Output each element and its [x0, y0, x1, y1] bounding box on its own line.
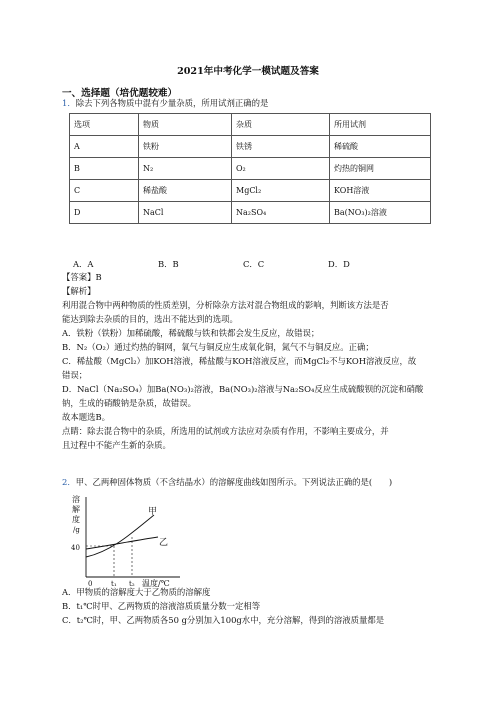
- table-cell: 灼热的铜网: [330, 158, 431, 180]
- analysis-line: C．稀盐酸（MgCl₂）加KOH溶液，稀盐酸与KOH溶液反应，而MgCl₂不与KOH溶液反应，故: [62, 356, 417, 366]
- section-heading: 一、选择题（培优题较难）: [62, 88, 178, 99]
- table-cell: Ba(NO₃)₂溶液: [330, 202, 431, 224]
- question-2-number: 2．: [62, 477, 76, 487]
- table-cell: 铁锈: [232, 136, 330, 158]
- y-unit: /g: [73, 526, 80, 534]
- table-row: [70, 136, 431, 158]
- analysis-line: A．铁粉（铁粉）加稀硫酸，稀硫酸与铁和铁都会发生反应，故错误；: [62, 328, 320, 338]
- choice-a[interactable]: A．A: [73, 259, 94, 269]
- table-row: [70, 202, 431, 224]
- table-cell: 稀硫酸: [330, 136, 431, 158]
- solubility-chart: [62, 493, 202, 587]
- question-1-text: 除去下列各物质中混有少量杂质，所用试剂正确的是: [75, 98, 269, 108]
- table-cell: N₂: [139, 158, 232, 180]
- table-header-row: [70, 114, 431, 136]
- table-cell: 稀盐酸: [139, 180, 232, 202]
- x-origin: 0: [88, 580, 93, 587]
- analysis-label: 【解析】: [62, 286, 96, 296]
- question-2-text: 甲、乙两种固体物质（不含结晶水）的溶解度曲线如图所示。下列说法正确的是( ): [75, 477, 393, 487]
- curve-yi: [86, 537, 158, 549]
- page-title: 2021年中考化学一模试题及答案: [177, 66, 319, 77]
- q2-option-b: B．t₁℃时甲、乙两物质的溶液溶质质量分数一定相等: [62, 601, 261, 611]
- analysis-line: 点睛：除去混合物中的杂质，所选用的试剂或方法应对杂质有作用，不影响主要成分，并: [62, 426, 389, 436]
- series-label-yi: 乙: [159, 538, 169, 548]
- table-cell: NaCl: [139, 202, 232, 224]
- series-label-jia: 甲: [148, 507, 158, 517]
- y-label-1: 溶: [72, 495, 80, 504]
- analysis-line: 错误；: [62, 370, 88, 380]
- question-2-stem: [62, 476, 392, 489]
- y-label-2: 解: [72, 505, 80, 514]
- table-row: [70, 158, 431, 180]
- table-cell: C: [70, 180, 139, 202]
- analysis-line: 钠，生成的硝酸钠是杂质，故错误。: [62, 398, 196, 408]
- question-1-stem: [62, 97, 268, 110]
- curve-jia: [86, 515, 154, 557]
- x-label: 温度/℃: [142, 579, 170, 587]
- table-cell: KOH溶液: [330, 180, 431, 202]
- analysis-line: D．NaCl（Na₂SO₄）加Ba(NO₃)₂溶液，Ba(NO₃)₂溶液与Na₂SO₄反应生成硫酸钡的沉淀和硝酸: [62, 384, 424, 394]
- choice-d[interactable]: D．D: [328, 259, 350, 269]
- analysis-line: 且过程中不能产生新的杂质。: [62, 440, 171, 450]
- choice-b[interactable]: B．B: [158, 259, 179, 269]
- question-1-table: [69, 113, 431, 224]
- table-cell: B: [70, 158, 139, 180]
- analysis-line: 利用混合物中两种物质的性质差别，分析除杂方法对混合物组成的影响，判断该方法是否: [62, 300, 389, 310]
- table-header-cell: 选项: [70, 114, 139, 136]
- table-header-cell: 所用试剂: [330, 114, 431, 136]
- table-cell: 铁粉: [139, 136, 232, 158]
- analysis-line: 能达到除去杂质的目的，选出不能达到的选项。: [62, 314, 238, 324]
- analysis-line: 故本题选B。: [62, 412, 111, 422]
- table-cell: D: [70, 202, 139, 224]
- table-header-cell: 物质: [139, 114, 232, 136]
- table-cell: MgCl₂: [232, 180, 330, 202]
- question-1-choices: [73, 258, 413, 270]
- table-cell: A: [70, 136, 139, 158]
- analysis-line: B．N₂（O₂）通过灼热的铜网，氧气与铜反应生成氧化铜，氮气不与铜反应。正确；: [62, 342, 374, 352]
- table-cell: O₂: [232, 158, 330, 180]
- choice-c[interactable]: C．C: [243, 259, 265, 269]
- q2-option-a: A．甲物质的溶解度大于乙物质的溶解度: [62, 587, 211, 597]
- answer-label: 【答案】B: [62, 272, 102, 282]
- q2-option-c: C．t₂℃时，甲、乙两物质各50 g分别加入100g水中，充分溶解，得到的溶液质量都是: [62, 615, 385, 625]
- x-tick-t2: t₂: [129, 580, 135, 587]
- table-row: [70, 180, 431, 202]
- table-cell: Na₂SO₄: [232, 202, 330, 224]
- x-tick-t1: t₁: [111, 580, 117, 587]
- table-header-cell: 杂质: [232, 114, 330, 136]
- question-1-number: 1．: [62, 98, 76, 108]
- y-label-3: 度: [72, 515, 80, 524]
- y-tick-40: 40: [71, 544, 80, 552]
